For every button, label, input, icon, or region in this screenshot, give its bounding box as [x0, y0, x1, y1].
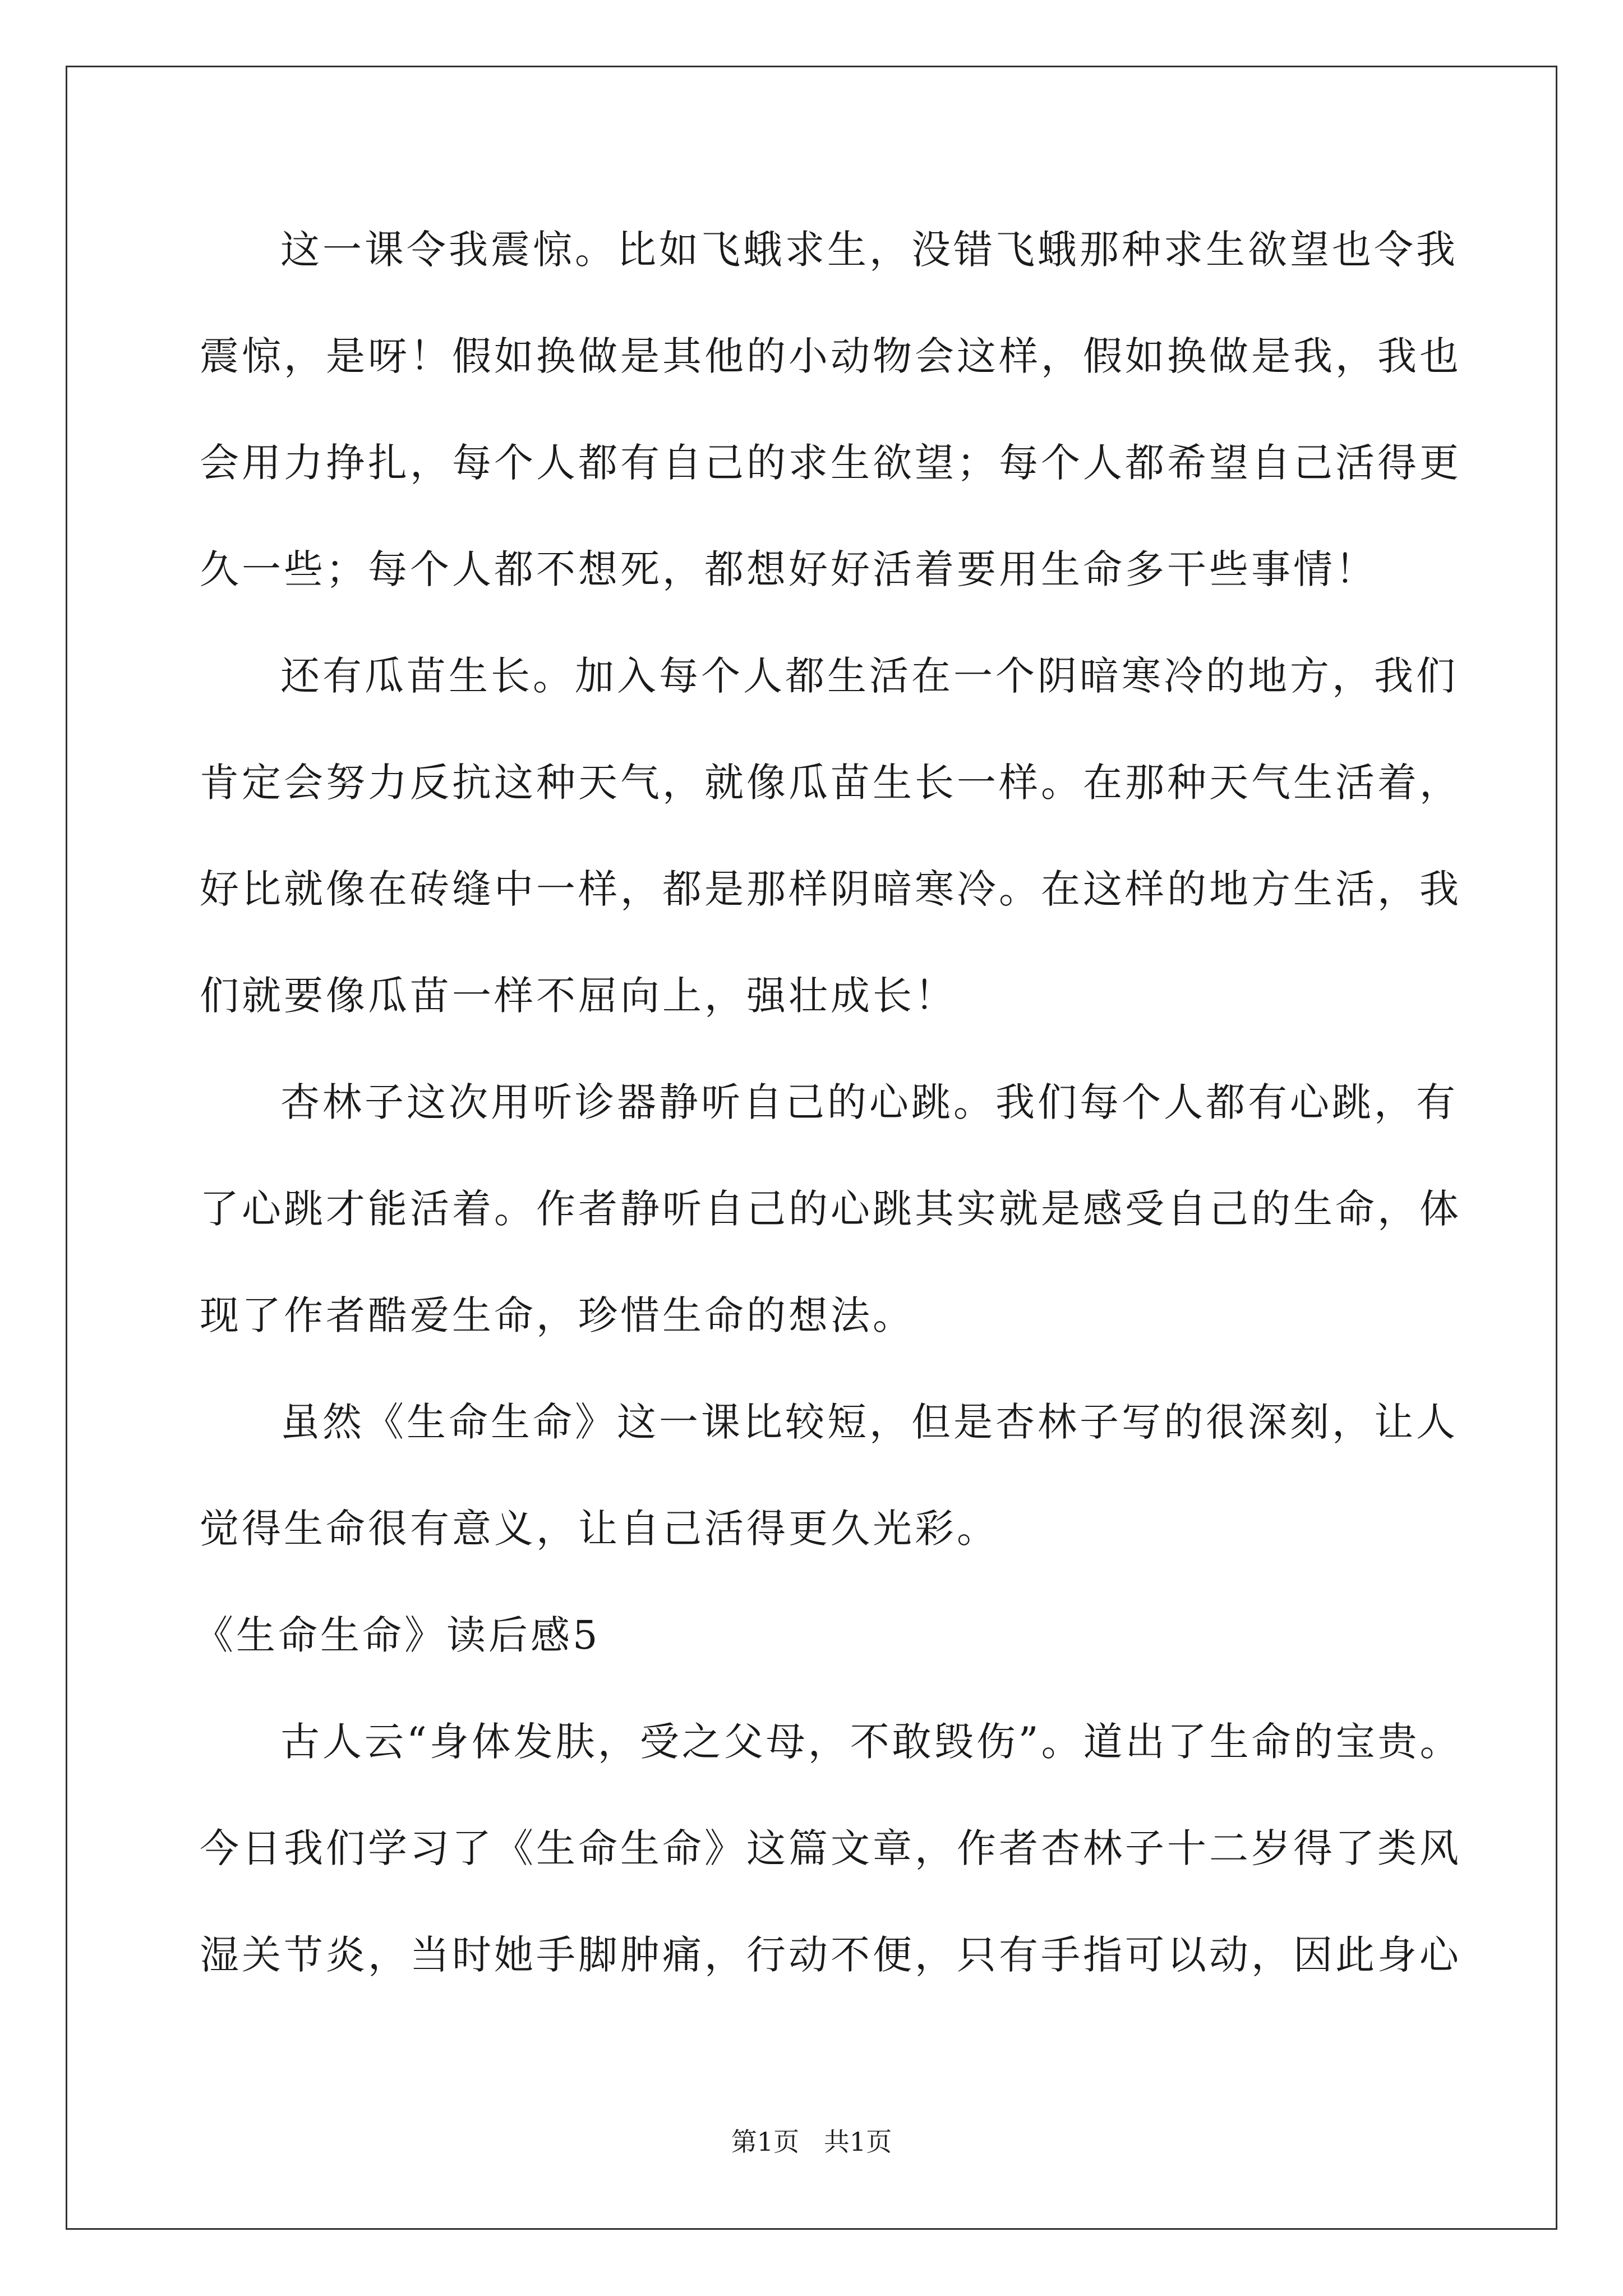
text-line: 好比就像在砖缝中一样，都是那样阴暗寒冷。在这样的地方生活，我	[200, 866, 1461, 912]
text-line: 古人云“身体发肤，受之父母，不敢毁伤”。道出了生命的宝贵。	[280, 1719, 1462, 1765]
text-line: 久一些；每个人都不想死，都想好好活着要用生命多干些事情！	[200, 546, 1377, 592]
text-line: 了心跳才能活着。作者静听自己的心跳其实就是感受自己的生命，体	[200, 1186, 1461, 1232]
text-line: 震惊，是呀！假如换做是其他的小动物会这样，假如换做是我，我也	[200, 333, 1461, 379]
text-line: 现了作者酷爱生命，珍惜生命的想法。	[200, 1292, 915, 1338]
page-footer: 第1页 共1页	[731, 2127, 892, 2157]
text-line: 湿关节炎，当时她手脚肿痛，行动不便，只有手指可以动，因此身心	[200, 1932, 1461, 1978]
paragraph-1	[200, 219, 1461, 645]
text-line: 杏林子这次用听诊器静听自己的心跳。我们每个人都有心跳，有	[280, 1079, 1458, 1125]
section-heading: 《生命生命》读后感5	[194, 1612, 601, 1658]
text-line: 们就要像瓜苗一样不屈向上，强壮成长！	[200, 973, 957, 1019]
paragraph-4	[200, 1391, 1458, 1604]
text-line: 这一课令我震惊。比如飞蛾求生，没错飞蛾那种求生欲望也令我	[280, 227, 1458, 273]
text-line: 肯定会努力反抗这种天气，就像瓜苗生长一样。在那种天气生活着，	[200, 760, 1461, 806]
text-line: 还有瓜苗生长。加入每个人都生活在一个阴暗寒冷的地方，我们	[280, 653, 1458, 699]
paragraph-2	[200, 645, 1461, 1071]
paragraph-3	[200, 1071, 1461, 1391]
text-line: 觉得生命很有意义，让自己活得更久光彩。	[200, 1506, 999, 1552]
text-line: 会用力挣扎，每个人都有自己的求生欲望；每个人都希望自己活得更	[200, 440, 1461, 486]
text-line: 今日我们学习了《生命生命》这篇文章，作者杏林子十二岁得了类风	[200, 1825, 1461, 1871]
paragraph-5	[200, 1711, 1462, 2031]
document-body	[194, 219, 1462, 2031]
text-line: 虽然《生命生命》这一课比较短，但是杏林子写的很深刻，让人	[280, 1399, 1458, 1445]
